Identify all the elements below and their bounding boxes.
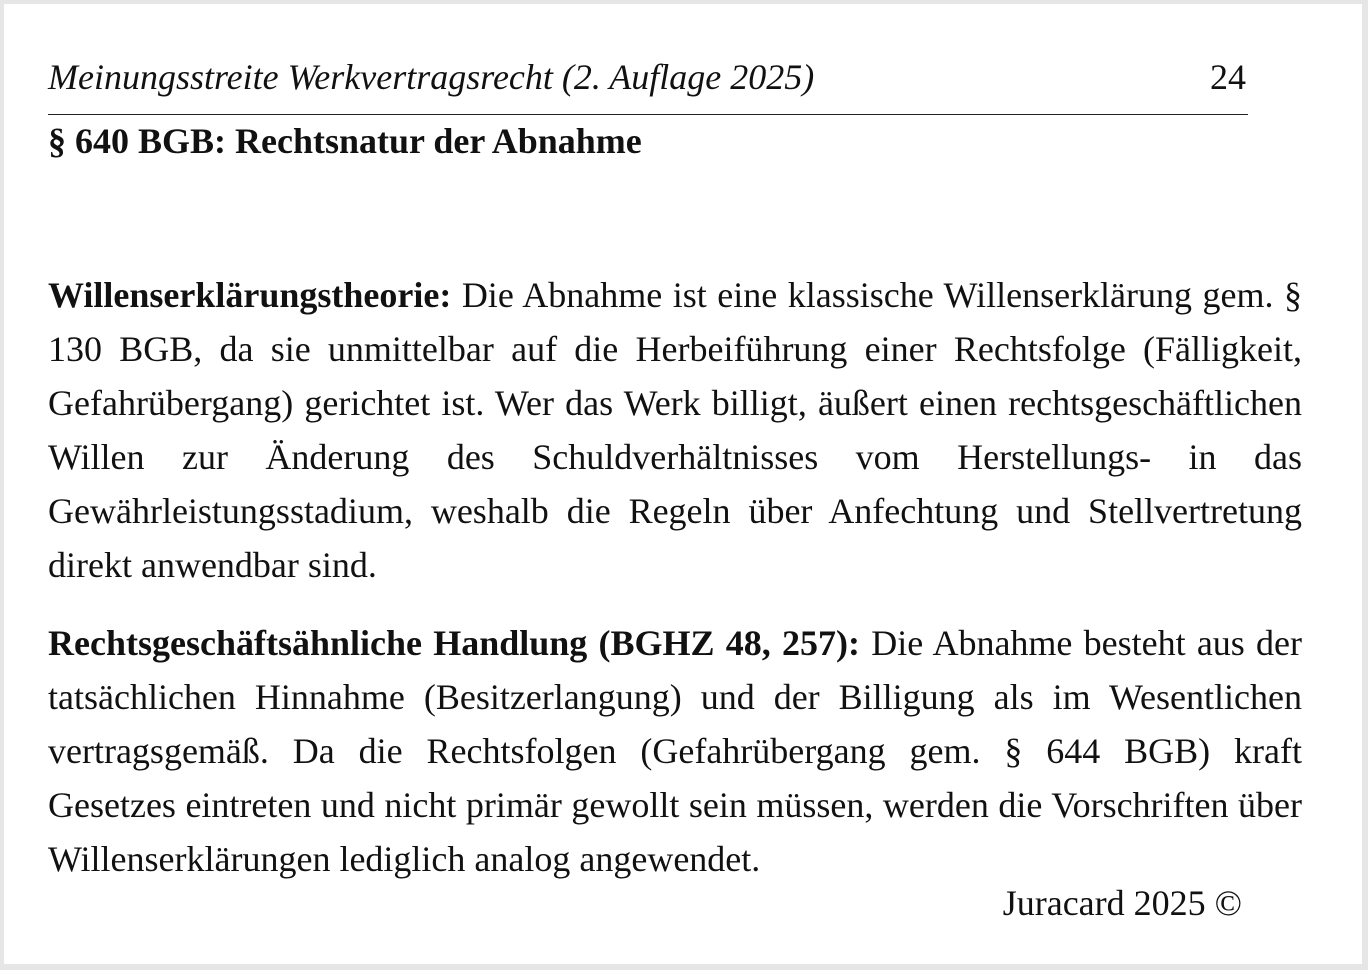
paragraph-term: Willenserklärungstheorie: bbox=[48, 275, 452, 315]
page-header bbox=[48, 52, 1248, 115]
paragraph-term: Rechtsgeschäftsähnliche Handlung (BGHZ 48, 257): bbox=[48, 623, 860, 663]
paragraph-text: Die Abnahme besteht aus der tatsächlichen Hinnahme (Besitzerlangung) und der Billigung als im Wesentlichen vertragsgemäß. Da die Rechtsfolgen (Gefahrübergang gem. § 644 BGB) kraft Gesetzes eintreten und nicht primär gewollt sein müssen, werden die Vorschriften über Willenserklärungen lediglich analog angewendet. bbox=[48, 623, 1303, 879]
document-page bbox=[4, 4, 1362, 964]
paragraph-willenserklaerungstheorie bbox=[48, 268, 1302, 592]
page-number: 24 bbox=[1210, 57, 1246, 97]
paragraph-rechtsgeschaeftsaehnliche-handlung bbox=[48, 616, 1302, 886]
running-title: Meinungsstreite Werkvertragsrecht (2. Auflage 2025) bbox=[48, 57, 815, 97]
document-body bbox=[48, 268, 1302, 886]
section-title: § 640 BGB: Rechtsnatur der Abnahme bbox=[48, 121, 642, 161]
paragraph-text: Die Abnahme ist eine klassische Willenserklärung gem. § 130 BGB, da sie unmittelbar auf die Herbeiführung einer Rechtsfolge (Fälligkeit, Gefahrübergang) gerichtet ist. Wer das Werk billigt, äußert einen rechtsgeschäftlichen Willen zur Änderung des Schuldverhältnisses vom Herstellungs- in das Gewährleistungsstadium, weshalb die Regeln über Anfechtung und Stellvertretung direkt anwendbar sind. bbox=[48, 275, 1302, 585]
copyright-footer: Juracard 2025 © bbox=[1002, 883, 1242, 923]
